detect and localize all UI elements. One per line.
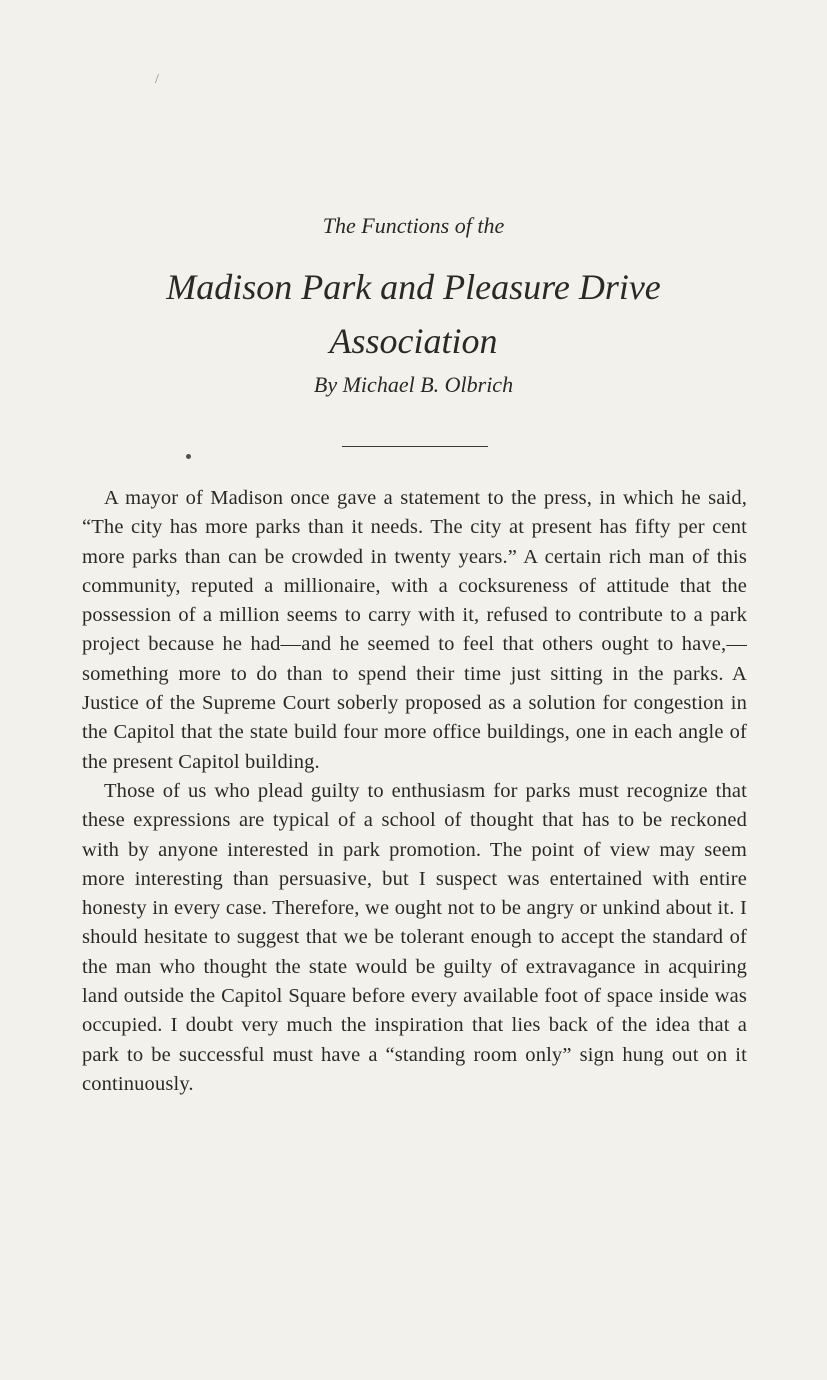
margin-mark: / <box>155 72 159 87</box>
ink-dot <box>186 454 191 459</box>
page-title: Madison Park and Pleasure Drive Association <box>166 267 661 361</box>
title-divider <box>342 446 488 447</box>
article-body <box>82 484 747 1099</box>
paragraph: A mayor of Madison once gave a statement to the press, in which he said, “The city has more parks than it needs. The city at present has fifty per cent more parks than can be crowded in twenty years.” A certain rich man of this community, reputed a millionaire, with a cocksureness of attitude that the possession of a million seems to carry with it, refused to contribute to a park project because he had—and he seemed to feel that others ought to have,—something more to do than to spend their time just sitting in the parks. A Justice of the Supreme Court soberly proposed as a solution for congestion in the Capitol that the state build four more office buildings, one in each angle of the present Capitol building. <box>82 487 747 773</box>
byline: By Michael B. Olbrich <box>313 372 514 397</box>
pre-title: The Functions of the <box>322 213 505 238</box>
paragraph: Those of us who plead guilty to enthusiasm for parks must recognize that these expressions are typical of a school of thought that has to be reckoned with by anyone interested in park promotion. The point of view may seem more interesting than persuasive, but I suspect was entertained with entire honesty in every case. Therefore, we ought not to be angry or unkind about it. I should hesitate to suggest that we be tolerant enough to accept the standard of the man who thought the state would be guilty of extravagance in acquiring land outside the Capitol Square before every available foot of space inside was occupied. I doubt very much the inspiration that lies back of the idea that a park to be successful must have a “standing room only” sign hung out on it continuously. <box>82 779 747 1095</box>
